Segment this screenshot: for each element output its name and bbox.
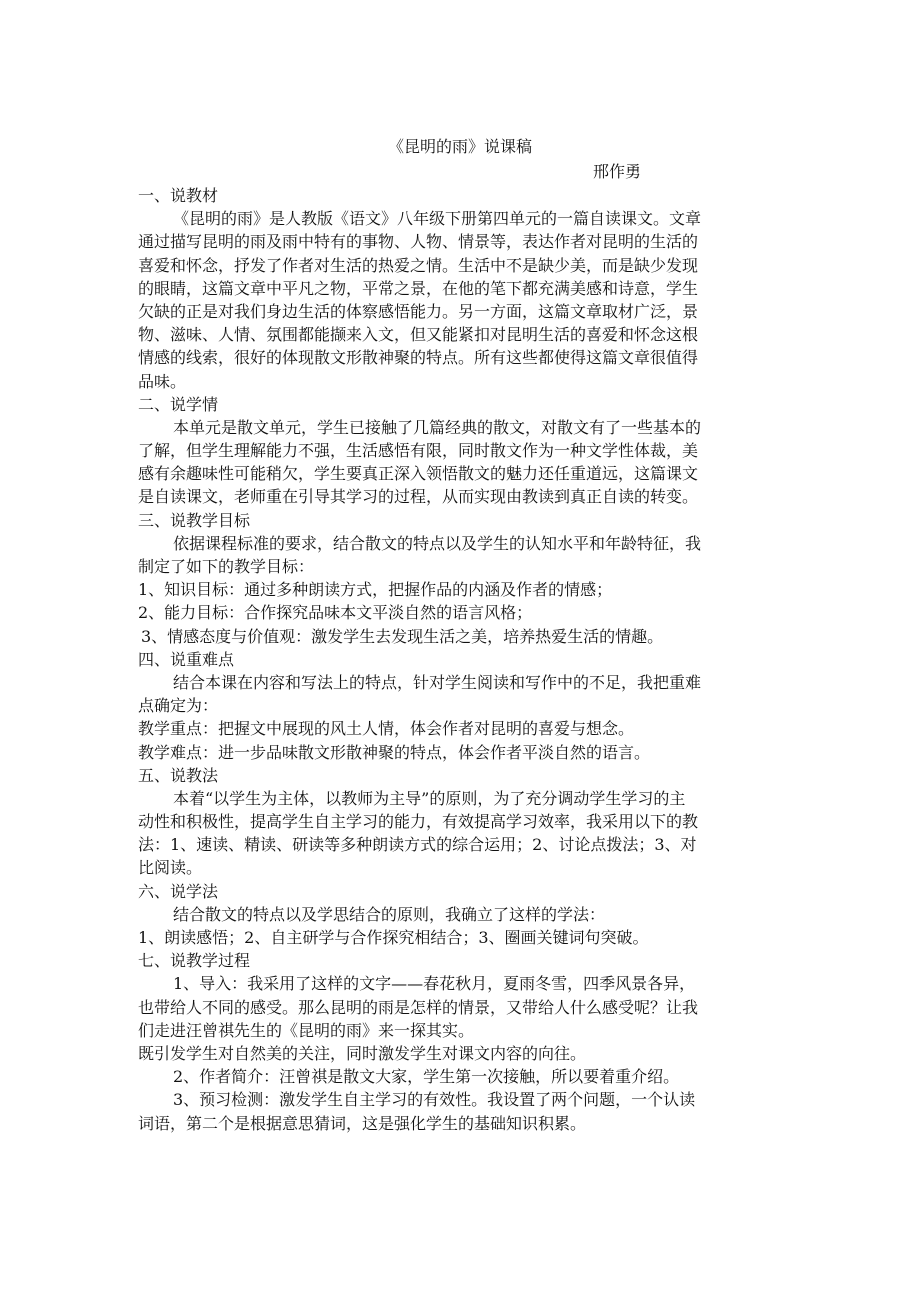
- paragraph-line: 物、滋味、人情、氛围都能撷来入文，但又能紧扣对昆明生活的喜爱和怀念这根: [138, 325, 699, 345]
- paragraph-line: 1、朗读感悟；2、自主研学与合作探究相结合；3、圈画关键词句突破。: [138, 928, 649, 947]
- list-item: 2、能力目标：合作探究品味本文平淡自然的语言风格；: [138, 603, 533, 623]
- list-item: 3、情感态度与价值观：激发学生去发现生活之美，培养热爱生活的情趣。: [141, 626, 664, 646]
- paragraph-line: 结合本课在内容和写法上的特点，针对学生阅读和写作中的不足，我把重难: [173, 672, 702, 692]
- section-heading-students: 二、说学情: [138, 394, 219, 414]
- section-heading-teaching-process: 七、说教学过程: [138, 951, 251, 971]
- paragraph-line: 品味。: [138, 371, 187, 391]
- paragraph-line: 1、导入：我采用了这样的文字——春花秋月，夏雨冬雪，四季风景各异，: [173, 974, 696, 994]
- list-item: 1、知识目标：通过多种朗读方式，把握作品的内涵及作者的情感；: [138, 580, 613, 600]
- paragraph-line: 欠缺的正是对我们身边生活的体察感悟能力。另一方面，这篇文章取材广泛，景: [138, 301, 699, 321]
- paragraph-line: 《昆明的雨》是人教版《语文》八年级下册第四单元的一篇自读课文。文章: [173, 209, 702, 229]
- paragraph-line: 通过描写昆明的雨及雨中特有的事物、人物、情景等，表达作者对昆明的生活的: [138, 232, 699, 252]
- section-heading-key-points: 四、说重难点: [138, 649, 235, 669]
- paragraph-line: 感有余趣味性可能稍欠，学生要真正深入领悟散文的魅力还任重道远，这篇课文: [138, 464, 699, 484]
- section-heading-textbook: 一、说教材: [138, 186, 219, 205]
- paragraph-line: 3、预习检测：激发学生自主学习的有效性。我设置了两个问题，一个认读: [173, 1090, 696, 1110]
- document-title: 《昆明的雨》说课稿: [387, 137, 532, 156]
- paragraph-line: 依据课程标准的要求，结合散文的特点以及学生的认知水平和年龄特征，我: [173, 533, 702, 553]
- paragraph-line: 点确定为：: [138, 696, 219, 716]
- paragraph-line: 们走进汪曾祺先生的《昆明的雨》来一探其实。: [138, 1020, 475, 1040]
- section-heading-learning-methods: 六、说学法: [138, 881, 219, 901]
- paragraph-line: 词语，第二个是根据意思猜词，这是强化学生的基础知识积累。: [138, 1113, 587, 1133]
- paragraph-line: 比阅读。: [138, 858, 203, 878]
- section-heading-objectives: 三、说教学目标: [138, 510, 251, 530]
- paragraph-line: 也带给人不同的感受。那么昆明的雨是怎样的情景，又带给人什么感受呢？让我: [138, 997, 699, 1017]
- paragraph-line: 制定了如下的教学目标：: [138, 557, 315, 576]
- paragraph-line: 喜爱和怀念，抒发了作者对生活的热爱之情。生活中不是缺少美，而是缺少发现: [138, 255, 699, 275]
- paragraph-line: 既引发学生对自然美的关注，同时激发学生对课文内容的向往。: [138, 1043, 587, 1063]
- paragraph-line: 法：1、速读、精读、研读等多种朗读方式的综合运用；2、讨论点拨法；3、对: [138, 835, 697, 855]
- paragraph-line: 动性和积极性，提高学生自主学习的能力，有效提高学习效率，我采用以下的教: [138, 812, 699, 832]
- paragraph-line: 2、作者简介：汪曾祺是散文大家，学生第一次接触，所以要着重介绍。: [173, 1067, 680, 1087]
- paragraph-line: 是自读课文，老师重在引导其学习的过程，从而实现由教读到真正自读的转变。: [138, 487, 699, 507]
- paragraph-line: 结合散文的特点以及学思结合的原则，我确立了这样的学法：: [173, 904, 606, 924]
- paragraph-line: 的眼睛，这篇文章中平凡之物，平常之景，在他的笔下都充满美感和诗意，学生: [138, 278, 699, 298]
- section-heading-teaching-methods: 五、说教法: [138, 765, 219, 785]
- document-body: [138, 184, 788, 1135]
- paragraph-line: 教学重点：把握文中展现的风土人情，体会作者对昆明的喜爱与想念。: [138, 719, 635, 739]
- paragraph-line: 情感的线索，很好的体现散文形散神聚的特点。所有这些都使得这篇文章很值得: [138, 348, 699, 368]
- paragraph-line: 教学难点：进一步品味散文形散神聚的特点，体会作者平淡自然的语言。: [138, 742, 651, 762]
- paragraph-line: 了解，但学生理解能力不强，生活感悟有限，同时散文作为一种文学性体裁，美: [138, 441, 699, 461]
- paragraph-line: 本单元是散文单元，学生已接触了几篇经典的散文，对散文有了一些基本的: [173, 417, 702, 437]
- document-author: 邢作勇: [593, 162, 642, 181]
- paragraph-line: 本着“以学生为主体，以教师为主导”的原则，为了充分调动学生学习的主: [173, 788, 686, 808]
